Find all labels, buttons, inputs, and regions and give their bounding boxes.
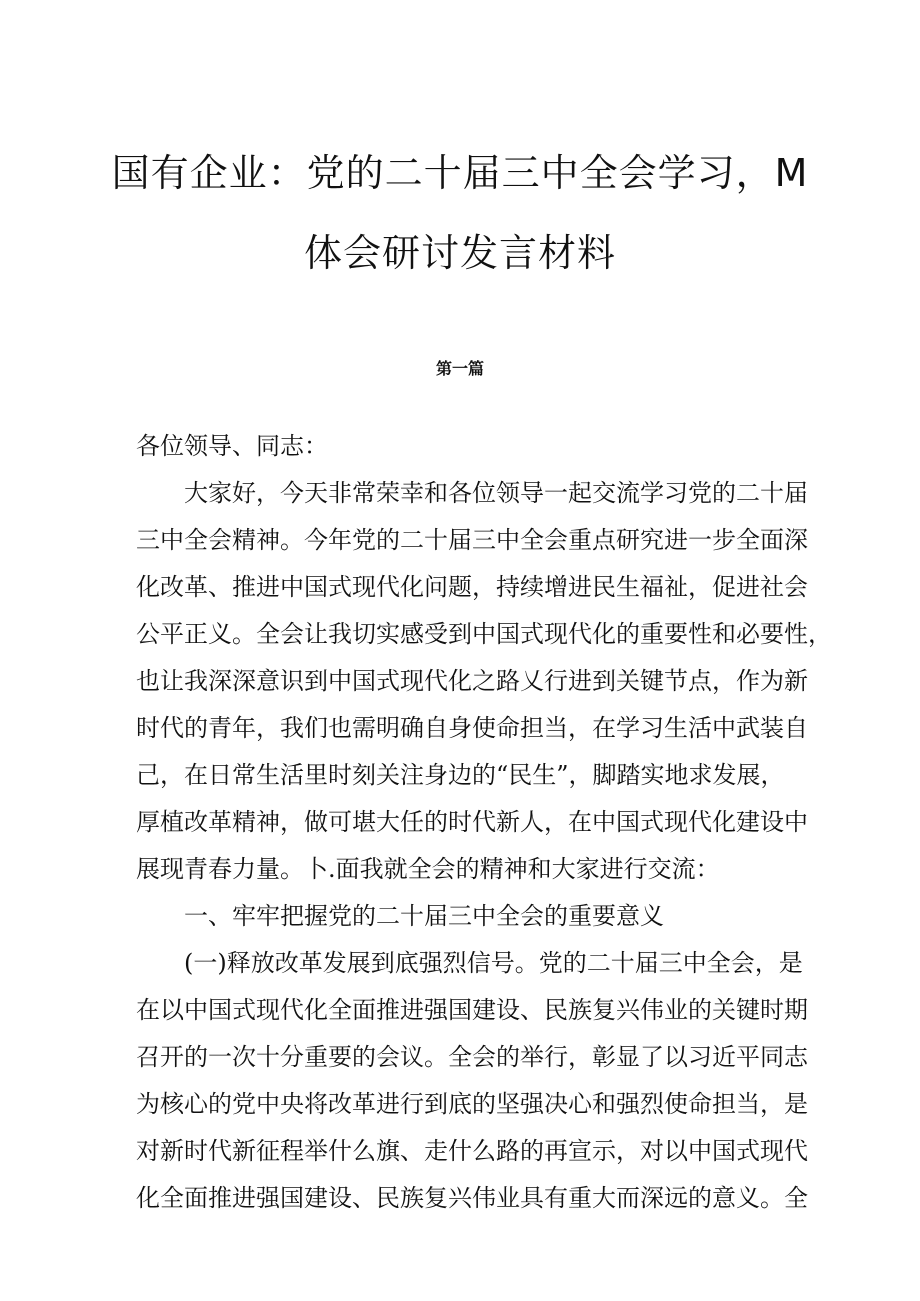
- paragraph-1-line: 三中全会精神。今年党的二十届三中全会重点研究进一步全面深: [136, 526, 808, 554]
- paragraph-2-line: 为核心的党中央将改革进行到底的坚强决心和强烈使命担当，是: [136, 1090, 808, 1118]
- paragraph-1-line: 己，在日常生活里时刻关注身边的“民生”，脚踏实地求发展，: [136, 761, 785, 789]
- paragraph-1-line: 展现青春力量。卜.面我就全会的精神和大家进行交流：: [136, 855, 720, 883]
- document-title-line-1: 国有企业：党的二十届三中全会学习，M: [111, 151, 809, 195]
- paragraph-1-line: 厚植改革精神，做可堪大任的时代新人，在中国式现代化建设中: [136, 808, 808, 836]
- paragraph-2-line: 在以中国式现代化全面推进强国建设、民族复兴伟业的关键时期: [136, 996, 808, 1024]
- paragraph-2-line: 召开的一次十分重要的会议。全会的举行，彰显了以习近平同志: [136, 1043, 808, 1071]
- paragraph-2-line: (一)释放改革发展到底强烈信号。党的二十届三中全会，是: [136, 949, 803, 977]
- section-label: 第一篇: [435, 359, 484, 378]
- paragraph-1-line: 大家好，今天非常荣幸和各位领导一起交流学习党的二十届: [136, 479, 808, 507]
- salutation: 各位领导、同志：: [136, 432, 328, 460]
- paragraph-1-line: 化改革、推进中国式现代化问题，持续增进民生福祉，促进社会: [136, 573, 808, 601]
- section-heading-1: 一、牢牢把握党的二十届三中全会的重要意义: [136, 902, 664, 930]
- paragraph-1-line: 公平正义。全会让我切实感受到中国式现代化的重要性和必要性，: [136, 620, 832, 648]
- paragraph-1-line: 也让我深深意识到中国式现代化之路乂行进到关键节点，作为新: [136, 667, 808, 695]
- paragraph-2-line: 对新时代新征程举什么旗、走什么路的再宣示，对以中国式现代: [136, 1137, 808, 1165]
- paragraph-2-line: 化全面推进强国建设、民族复兴伟业具有重大而深远的意义。全: [136, 1184, 808, 1212]
- document-title-line-2: 体会研讨发言材料: [303, 231, 616, 275]
- body-text-block: [136, 423, 832, 1222]
- paragraph-1-line: 时代的青年，我们也需明确自身使命担当，在学习生活中武装自: [136, 714, 808, 742]
